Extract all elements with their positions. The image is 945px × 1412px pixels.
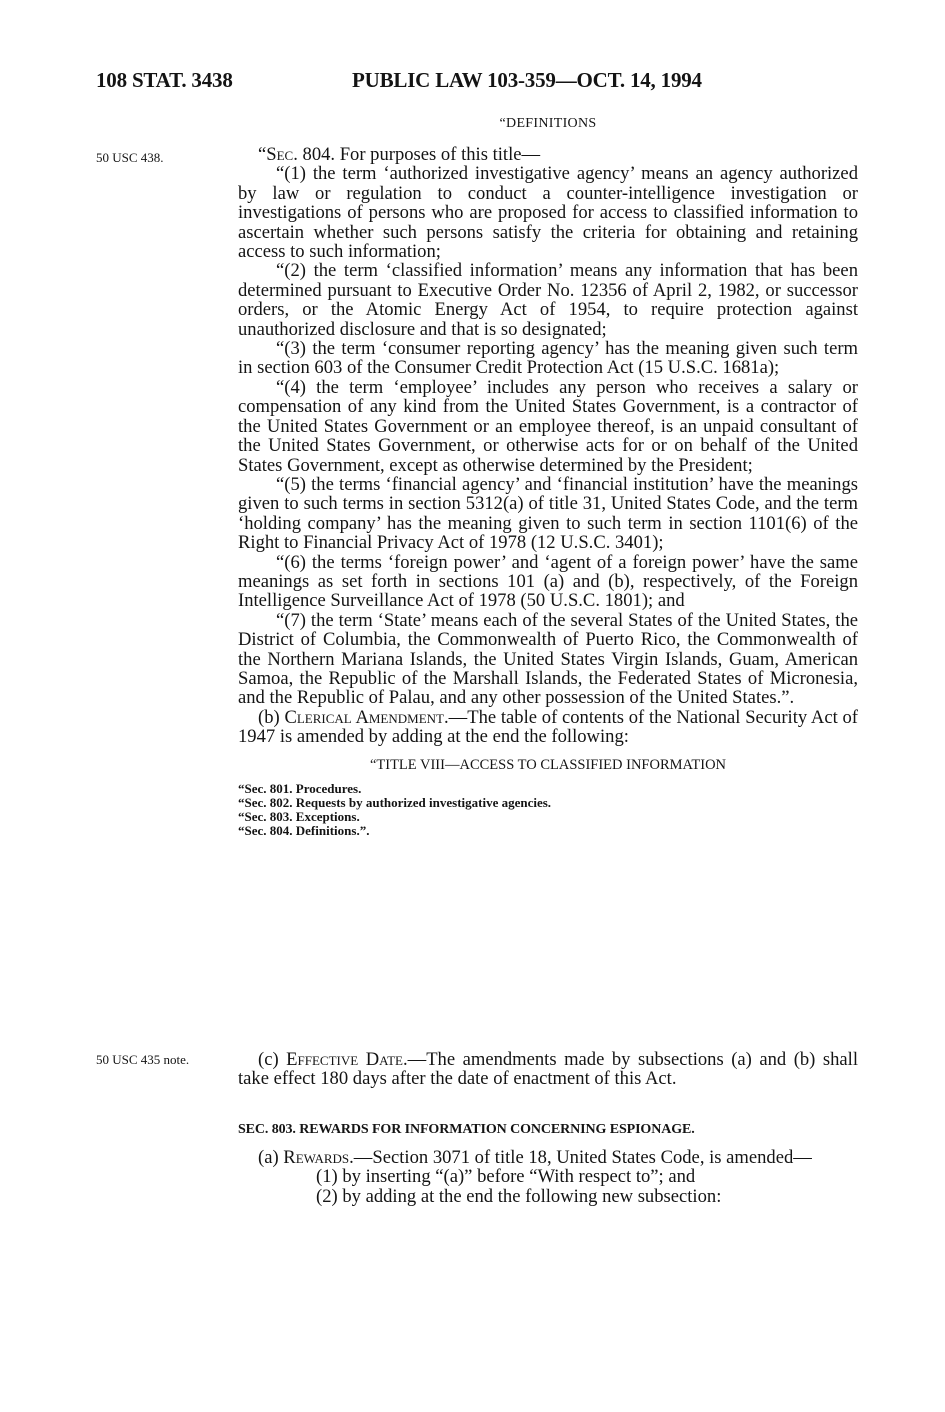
definition-6: “(6) the terms ‘foreign power’ and ‘agent of a foreign power’ have the same meanings as set forth in sections 101 (a) and (b), respectively, of the Foreign Intelligence Surveillance Act of 1978 (50 U.S.C. 1801); and (238, 551, 858, 612)
clerical-amendment (238, 708, 858, 747)
toc-title: “TITLE VIII—ACCESS TO CLASSIFIED INFORMATION (369, 756, 727, 773)
definition-2: “(2) the term ‘classified information’ means any information that has been determined pursuant to Executive Order No. 12356 of April 2, 1982, or successor orders, or the Atomic Energy Act of 1954, to require protection against unauthorized disclosure and that is so designated; (238, 260, 858, 340)
rewards-paragraph (238, 1148, 858, 1167)
rewards-prefix: (a) (258, 1147, 284, 1168)
clerical-prefix: (b) (258, 706, 285, 728)
toc-line: “Sec. 804. Definitions.”. (238, 822, 370, 838)
clerical-caps: Clerical Amendment (284, 706, 444, 728)
definitions-heading: “DEFINITIONS (499, 116, 597, 131)
effective-prefix: (c) (258, 1049, 287, 1070)
toc-list (238, 782, 858, 838)
toc-line: “Sec. 802. Requests by authorized investigative agencies. (238, 794, 552, 810)
section-804-lead-caps: “Sec (258, 144, 294, 165)
rewards-item-1: (1) by inserting “(a)” before “With respect to”; and (316, 1166, 696, 1188)
section-804-lead-text: . 804. For purposes of this title— (293, 144, 541, 165)
margin-note-50-usc-435: 50 USC 435 note. (96, 1052, 190, 1067)
stat-reference: 108 STAT. 3438 (96, 68, 233, 92)
toc-line: “Sec. 803. Exceptions. (238, 808, 360, 824)
effective-caps: Effective Date (286, 1049, 403, 1070)
effective-date-section (238, 1050, 858, 1089)
rewards-caps: Rewards (283, 1147, 350, 1168)
rewards-item-2: (2) by adding at the end the following new subsection: (316, 1185, 722, 1207)
definition-7: “(7) the term ‘State’ means each of the several States of the United States, the District of Columbia, the Commonwealth of Puerto Rico, the Commonwealth of the Northern Mariana Islands, the United States Virgin Islands, Guam, American Samoa, the Republic of the Marshall Islands, the Federated States of Micronesia, and the Republic of Palau, and any other possession of the United States.”. (238, 609, 858, 709)
clerical-text: .—The table of contents of the National Security Act of 1947 is amended by adding at the end the following: (238, 706, 858, 748)
effective-text: .—The amendments made by subsections (a) and (b) shall take effect 180 days after the date of enactment of this Act. (238, 1049, 859, 1090)
definition-3: “(3) the term ‘consumer reporting agency’ has the meaning given such term in section 603 of the Consumer Credit Protection Act (15 U.S.C. 1681a); (238, 338, 858, 379)
section-803-heading: SEC. 803. REWARDS FOR INFORMATION CONCERNING ESPIONAGE. (238, 1122, 695, 1137)
toc-line: “Sec. 801. Procedures. (238, 780, 362, 796)
definition-4: “(4) the term ‘employee’ includes any person who receives a salary or compensation of any kind from the United States Government, is a contractor of the United States Government or an employee thereof, is an unpaid consultant of the United States Government, or otherwise acts for or on behalf of the United States Government, except as otherwise determined by the President; (238, 376, 858, 476)
section-804 (238, 145, 858, 838)
definition-1: “(1) the term ‘authorized investigative agency’ means an agency authorized by law or regulation to conduct a counter-intelligence investigation or investigations of persons who are proposed for access to classified information to ascertain whether such persons satisfy the criteria for obtaining and retaining access to such information; (238, 163, 858, 263)
effective-date (238, 1050, 858, 1089)
section-803 (238, 1122, 858, 1206)
law-title: PUBLIC LAW 103-359—OCT. 14, 1994 (352, 68, 702, 92)
rewards-text: .—Section 3071 of title 18, United States Code, is amended— (349, 1147, 812, 1168)
margin-note-50-usc-438: 50 USC 438. (96, 150, 164, 165)
definitions-section (238, 116, 858, 132)
definition-5: “(5) the terms ‘financial agency’ and ‘financial institution’ have the meanings given to such terms in section 5312(a) of title 31, United States Code, and the term ‘holding company’ has the meaning given to such term in section 1101(6) of the Right to Financial Privacy Act of 1978 (12 U.S.C. 3401); (238, 473, 858, 554)
section-804-lead (238, 145, 858, 164)
